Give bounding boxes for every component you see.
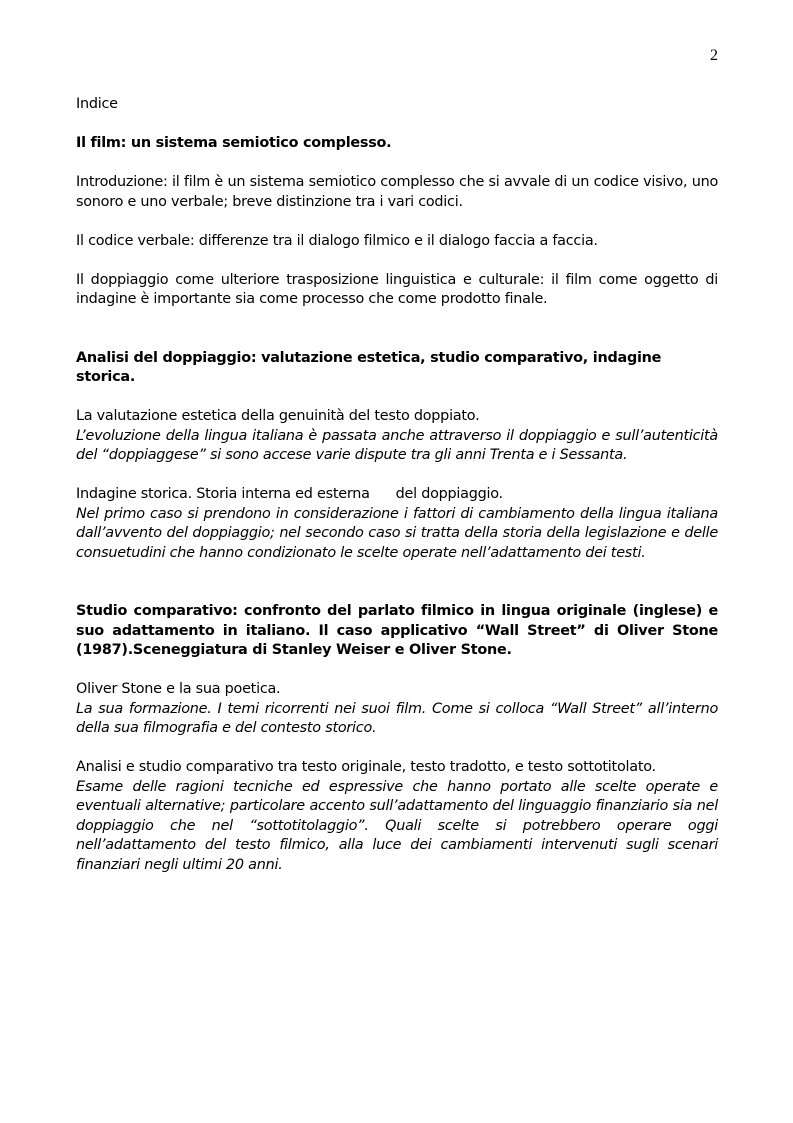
section-heading-1: Il film: un sistema semiotico complesso. (76, 135, 392, 151)
section-3-item-2-title: Analisi e studio comparativo tra testo originale, testo tradotto, e testo sottotitolato. (76, 759, 656, 775)
section-2-item-2-description: Nel primo caso si prendono in considerazione i fattori di cambiamento della lingua italiana dall’avvento del doppiaggio; nel secondo caso si tratta della storia della legislazione e delle consuetudini che hanno condizionato le scelte operate nell’adattamento dei testi. (76, 505, 718, 561)
section-1-item-1: Introduzione: il film è un sistema semiotico complesso che si avvale di un codice visivo, uno sonoro e uno verbale; breve distinzione tra i vari codici. (76, 174, 718, 210)
section-3-item-1-description: La sua formazione. I temi ricorrenti nei suoi film. Come si colloca “Wall Street” all’interno della sua filmografia e del contesto storico. (76, 700, 718, 736)
section-heading-2: Analisi del doppiaggio: valutazione estetica, studio comparativo, indagine storica. (76, 349, 662, 385)
section-3-item-2-description: Esame delle ragioni tecniche ed espressive che hanno portato alle scelte operate e eventuali alternative; particolare accento sull’adattamento del linguaggio finanziario sia nel doppiaggio che nel “sottotitolaggio”. Quali scelte si potrebbero operare oggi nell’adattamento del testo filmico, alla luce dei cambiamenti intervenuti sugli scenari finanziari negli ultimi 20 anni. (76, 778, 718, 873)
section-2-item-1-title: La valutazione estetica della genuinità del testo doppiato. (76, 408, 480, 424)
section-2-item-2-title: Indagine storica. Storia interna ed esterna del doppiaggio. (76, 486, 503, 502)
index-title: Indice (76, 96, 118, 112)
section-heading-3: Studio comparativo: confronto del parlato filmico in lingua originale (inglese) e suo adattamento in italiano. Il caso applicativo “Wall Street” di Oliver Stone (1987).Sceneggiatura di Stanley Weiser e Oliver Stone. (76, 603, 718, 658)
section-3-item-1-title: Oliver Stone e la sua poetica. (76, 681, 281, 697)
section-1-item-3: Il doppiaggio come ulteriore trasposizione linguistica e culturale: il film come oggetto di indagine è importante sia come processo che come prodotto finale. (76, 271, 718, 307)
page-number: 2 (710, 47, 718, 64)
section-1-item-2: Il codice verbale: differenze tra il dialogo filmico e il dialogo faccia a faccia. (76, 232, 598, 249)
document-body (76, 95, 718, 875)
section-2-item-1-description: L’evoluzione della lingua italiana è passata anche attraverso il doppiaggio e sull’autenticità del “doppiaggese” si sono accese varie dispute tra gli anni Trenta e i Sessanta. (76, 427, 718, 463)
